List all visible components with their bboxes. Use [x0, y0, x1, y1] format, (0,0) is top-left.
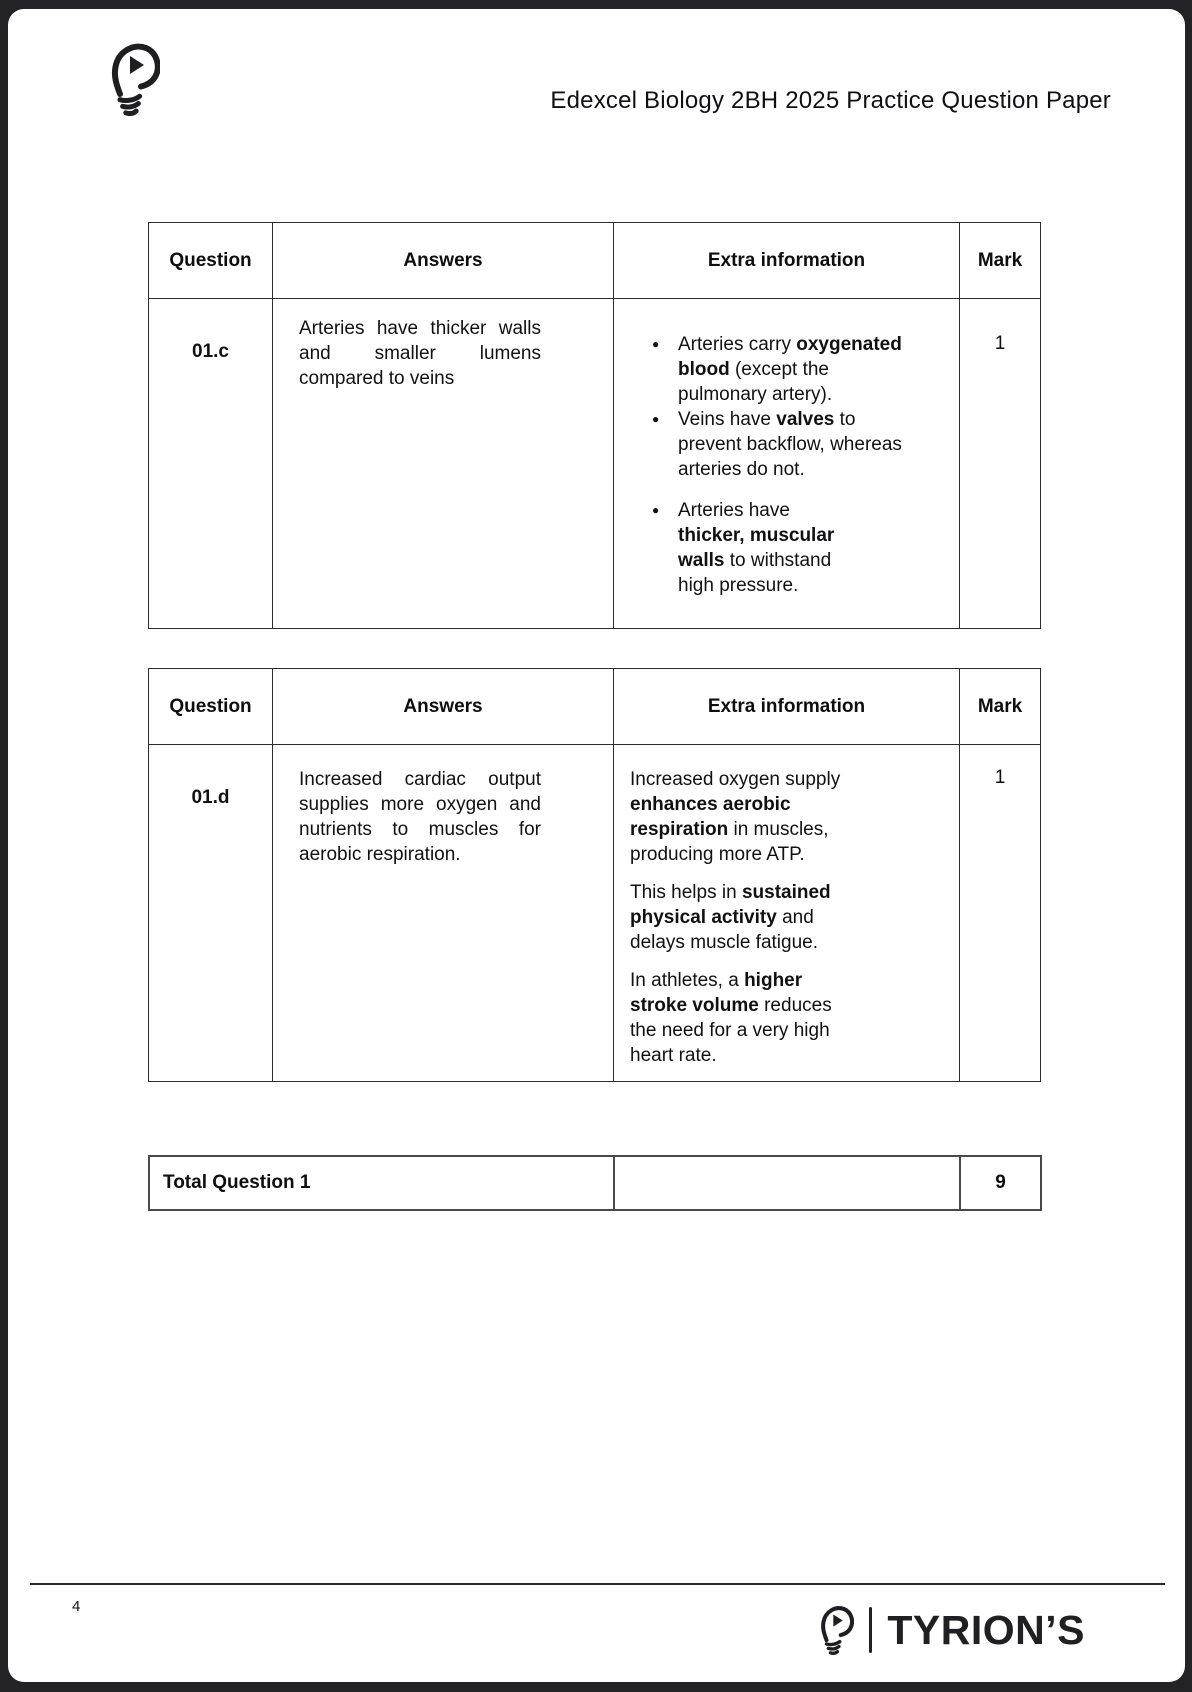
answer-cell [273, 745, 614, 1082]
extra-info-bullet: ● Arteries carry oxygenated blood (except the pulmonary artery). [650, 332, 916, 407]
lightbulb-play-icon [818, 1603, 854, 1657]
extra-info-paragraph: This helps in sustained physical activity and delays muscle fatigue. [630, 882, 831, 953]
question-column-header: Question [149, 669, 273, 745]
mark-scheme-table-01c [148, 222, 1041, 629]
brand-name: TYRION’S [887, 1606, 1085, 1653]
total-question-table [148, 1155, 1042, 1211]
extra-info-bullet-list [614, 332, 959, 482]
table-header-row [149, 223, 1041, 299]
answer-text: Increased cardiac output supplies more oxygen and nutrients to muscles for aerobic respiration. [299, 769, 541, 865]
mark-scheme-table-01d [148, 668, 1041, 1082]
question-id-cell: 01.c [149, 299, 273, 629]
document-title: Edexcel Biology 2BH 2025 Practice Question Paper [550, 87, 1111, 114]
answers-column-header: Answers [273, 669, 614, 745]
answer-cell [273, 299, 614, 629]
question-column-header: Question [149, 223, 273, 299]
total-question-label: Total Question 1 [149, 1156, 614, 1210]
extra-info-paragraph: Increased oxygen supply enhances aerobic respiration in muscles, producing more ATP. [630, 769, 841, 865]
answers-column-header: Answers [273, 223, 614, 299]
footer-brand [818, 1603, 1085, 1657]
answer-text: Arteries have thicker walls and smaller lumens compared to veins [299, 318, 541, 389]
total-mark-cell: 9 [960, 1156, 1041, 1210]
mark-cell: 1 [960, 745, 1041, 1082]
lightbulb-play-icon [108, 39, 160, 119]
table-row [149, 299, 1041, 629]
mark-cell: 1 [960, 299, 1041, 629]
extra-information-column-header: Extra information [614, 669, 960, 745]
extra-information-column-header: Extra information [614, 223, 960, 299]
mark-column-header: Mark [960, 669, 1041, 745]
total-row [149, 1156, 1041, 1210]
extra-info-paragraph: In athletes, a higher stroke volume reduces the need for a very high heart rate. [630, 970, 832, 1066]
footer-divider [30, 1583, 1165, 1585]
extra-information-cell [614, 299, 960, 629]
total-spacer-cell [614, 1156, 960, 1210]
extra-info-bullet-list [614, 498, 959, 598]
document-page [8, 9, 1185, 1682]
extra-information-cell [614, 745, 960, 1082]
extra-info-bullet: ● Arteries have thicker, muscular walls to withstand high pressure. [650, 498, 850, 598]
table-header-row [149, 669, 1041, 745]
brand-separator [869, 1607, 873, 1653]
table-row [149, 745, 1041, 1082]
mark-column-header: Mark [960, 223, 1041, 299]
question-id-cell: 01.d [149, 745, 273, 1082]
page-number: 4 [72, 1598, 81, 1615]
extra-info-bullet: ● Veins have valves to prevent backflow, whereas arteries do not. [650, 407, 916, 482]
